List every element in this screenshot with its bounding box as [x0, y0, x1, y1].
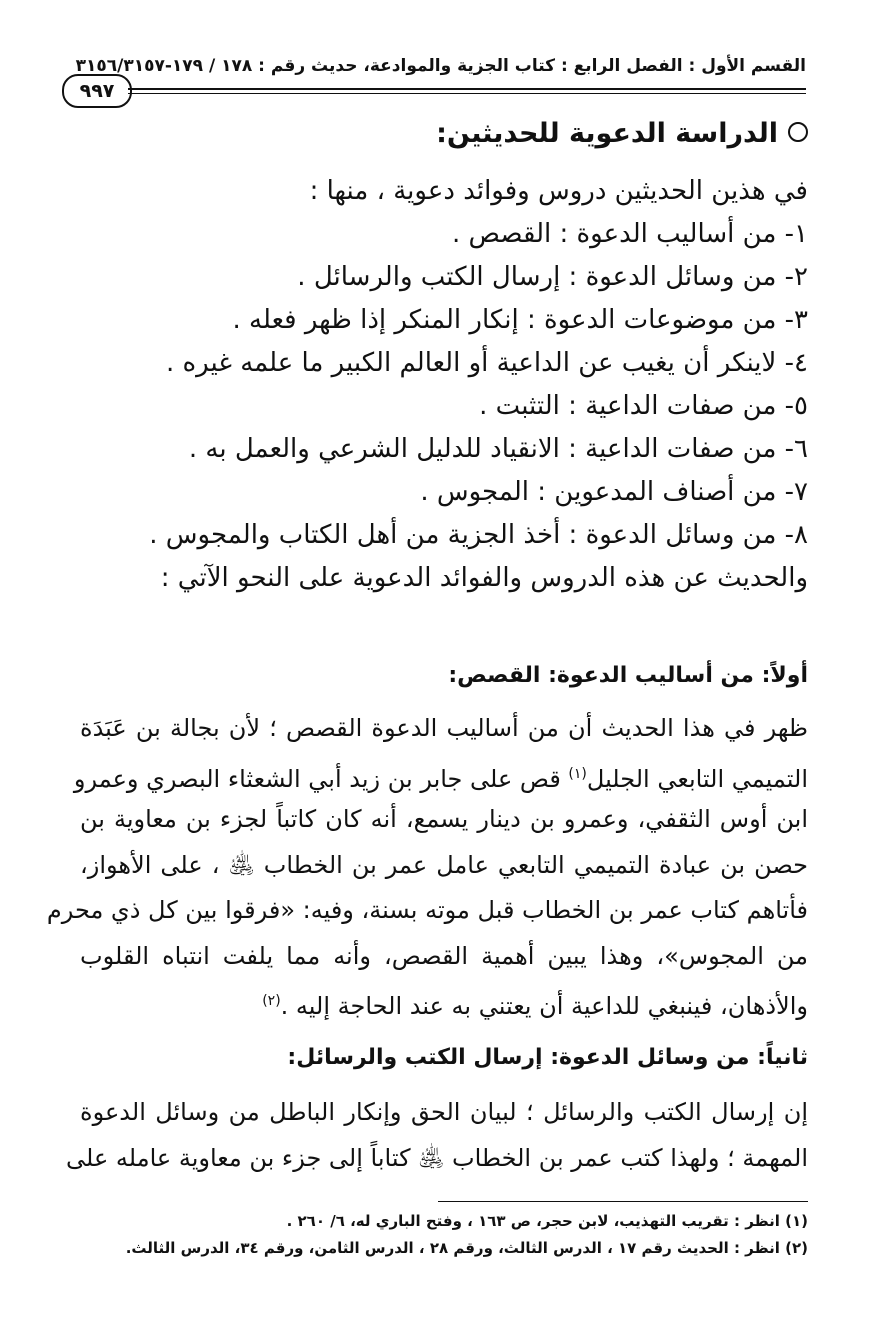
list-item: ٢- من وسائل الدعوة : إرسال الكتب والرسائل .	[297, 262, 808, 292]
list-item: ٤- لاينكر أن يغيب عن الداعية أو العالم الكبير ما علمه غيره .	[165, 348, 808, 378]
lessons-list	[80, 170, 808, 600]
paragraph-line: ظهر في هذا الحديث أن من أساليب الدعوة القصص ؛ لأن بجالة بن عَبَدَة	[80, 714, 808, 742]
list-item: ٧- من أصناف المدعوين : المجوس .	[420, 477, 808, 507]
list-item: ٥- من صفات الداعية : التثبت .	[479, 391, 808, 421]
section-title	[80, 112, 808, 156]
footnotes	[80, 1208, 808, 1262]
outro-line: والحديث عن هذه الدروس والفوائد الدعوية على النحو الآتي :	[160, 563, 808, 593]
section-title-text: الدراسة الدعوية للحديثين:	[436, 118, 778, 149]
paragraph-line: إن إرسال الكتب والرسائل ؛ لبيان الحق وإنكار الباطل من وسائل الدعوة	[80, 1098, 808, 1126]
list-item: ١- من أساليب الدعوة : القصص .	[452, 219, 808, 249]
footnote-2: (٢) انظر : الحديث رقم ١٧ ، الدرس الثالث، ورقم ٢٨ ، الدرس الثامن، ورقم ٣٤، الدرس الثالث.	[125, 1239, 808, 1257]
list-item: ٣- من موضوعات الدعوة : إنكار المنكر إذا ظهر فعله .	[232, 305, 808, 335]
page-number: ٩٩٧	[62, 74, 132, 108]
paragraph-line: ابن أوس الثقفي، وعمرو بن دينار يسمع، أنه كان كاتباً لجزء بن معاوية بن	[80, 805, 808, 833]
footnote-ref[interactable]: (٢)	[262, 993, 281, 1009]
intro-line: في هذين الحديثين دروس وفوائد دعوية ، منها :	[309, 176, 808, 206]
first-heading: أولاً: من أساليب الدعوة: القصص:	[448, 663, 808, 688]
paragraph-text: قص على جابر بن زيد أبي الشعثاء البصري وعمرو	[73, 764, 569, 793]
paragraph-line: المهمة ؛ ولهذا كتب عمر بن الخطاب ﵁ كتاباً إلى جزء بن معاوية عامله على	[66, 1143, 808, 1172]
paragraph-line	[73, 752, 808, 798]
list-item: ٦- من صفات الداعية : الانقياد للدليل الشرعي والعمل به .	[188, 434, 808, 464]
second-paragraph	[66, 1090, 808, 1181]
paragraph-text: والأذهان، فينبغي للداعية أن يعتني به عند الحاجة إليه .	[280, 992, 808, 1020]
paragraph-text: التميمي التابعي الجليل	[586, 764, 808, 793]
paragraph-line: من المجوس»، وهذا يبين أهمية القصص، وأنه مما يلفت انتباه القلوب	[80, 941, 808, 970]
header-rule-thin	[128, 93, 806, 94]
second-heading: ثانياً: من وسائل الدعوة: إرسال الكتب والرسائل:	[287, 1045, 808, 1070]
footnote-separator	[438, 1201, 808, 1202]
paragraph-line: حصن بن عبادة التميمي التابعي عامل عمر بن الخطاب ﵁ ، على الأهواز،	[80, 850, 808, 879]
circle-bullet-icon	[788, 122, 808, 142]
running-header: القسم الأول : الفصل الرابع : كتاب الجزية والموادعة، حديث رقم : ١٧٨ / ١٧٩-٣١٥٦/٣١٥٧	[75, 56, 806, 76]
paragraph-line	[80, 979, 808, 1025]
footnote-1: (١) انظر : تقريب التهذيب، لابن حجر، ص ١٦٣ ، وفتح الباري له، ٦/ ٢٦٠ .	[286, 1212, 808, 1230]
paragraph-line: فأتاهم كتاب عمر بن الخطاب قبل موته بسنة، وفيه: «فرقوا بين كل ذي محرم	[46, 896, 808, 924]
footnote-ref[interactable]: (١)	[568, 765, 587, 782]
list-item: ٨- من وسائل الدعوة : أخذ الجزية من أهل الكتاب والمجوس .	[149, 520, 808, 550]
first-paragraph	[46, 706, 808, 1025]
header-rule	[128, 88, 806, 90]
